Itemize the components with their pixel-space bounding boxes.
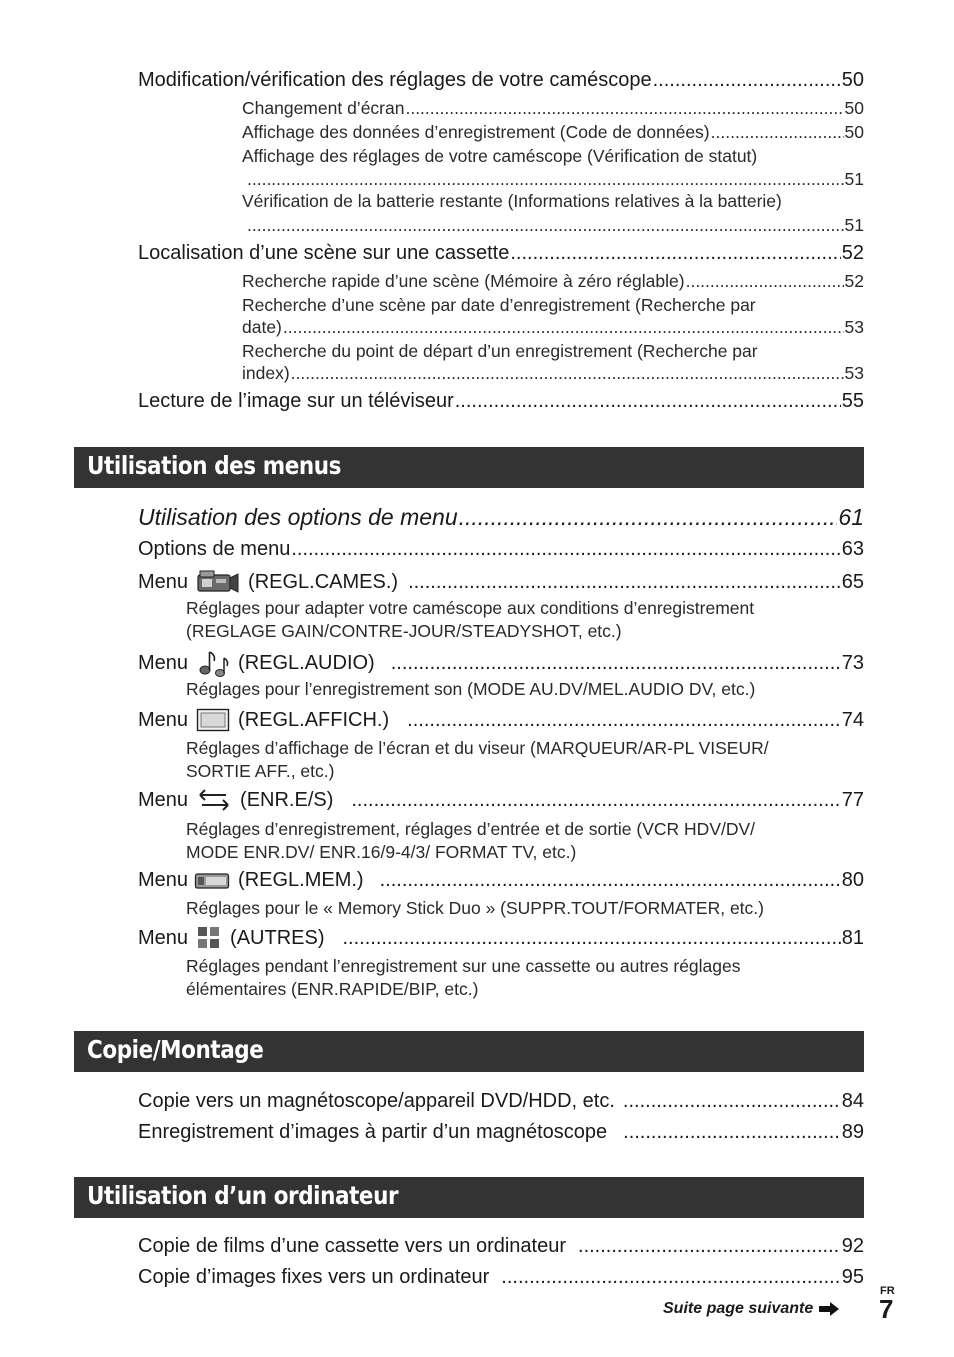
section-title: Utilisation d’un ordinateur	[87, 1181, 399, 1210]
menu-description	[186, 897, 764, 920]
toc-entry[interactable]	[138, 390, 864, 413]
section-header-computer	[74, 1177, 864, 1218]
toc-menu-entry-memory[interactable]	[138, 869, 864, 892]
toc-entry-title: Lecture de l’image sur un téléviseur	[138, 390, 454, 412]
toc-entry-title: Modification/vérification des réglages de votre caméscope	[138, 69, 652, 91]
dot-leader	[247, 215, 844, 236]
toc-page-number: 52	[841, 242, 864, 264]
dot-leader	[408, 571, 841, 594]
toc-subentry-continuation[interactable]	[242, 363, 864, 384]
dot-leader	[653, 69, 841, 92]
toc-subentry-title: Changement d’écran	[242, 98, 405, 118]
dot-leader	[391, 652, 841, 675]
toc-subentry-title: Recherche rapide d’une scène (Mémoire à zéro réglable)	[242, 271, 685, 291]
dot-leader	[247, 169, 844, 190]
menu-description-line: Réglages d’affichage de l’écran et du viseur (MARQUEUR/AR-PL VISEUR/	[186, 738, 769, 758]
toc-entry[interactable]	[138, 1266, 864, 1289]
menu-name: (ENR.E/S)	[240, 788, 334, 811]
menu-label: Menu	[138, 926, 189, 949]
toc-entry[interactable]	[138, 1121, 864, 1144]
toc-entry-title: Options de menu	[138, 538, 291, 560]
toc-page-number: 63	[841, 538, 864, 560]
toc-page-number: 61	[838, 504, 864, 530]
toc-entry-title: Enregistrement d’images à partir d’un magnétoscope	[138, 1121, 608, 1143]
toc-subentry-title[interactable]: Recherche d’une scène par date d’enregistrement (Recherche par	[242, 295, 756, 315]
menu-description	[186, 678, 755, 701]
menu-description-line: Réglages pour l’enregistrement son (MODE AU.DV/MEL.AUDIO DV, etc.)	[186, 679, 756, 699]
dot-leader	[291, 363, 844, 384]
dot-leader	[407, 709, 841, 732]
dot-leader	[380, 869, 841, 892]
dot-leader	[351, 789, 840, 812]
toc-page-number: 89	[841, 1121, 864, 1143]
toc-page-number: 81	[841, 926, 864, 949]
toc-entry-title: Copie vers un magnétoscope/appareil DVD/HDD, etc.	[138, 1090, 615, 1112]
toc-menu-entry-camera[interactable]	[138, 569, 864, 595]
music-notes-icon	[196, 648, 230, 678]
dot-leader	[623, 1121, 841, 1144]
menu-description-line: Réglages pendant l’enregistrement sur une cassette ou autres réglages	[186, 956, 741, 976]
toc-page-number: 95	[841, 1266, 864, 1288]
toc-entry[interactable]	[138, 538, 864, 561]
display-icon	[196, 707, 230, 733]
section-header-copy	[74, 1031, 864, 1072]
menu-label: Menu	[138, 869, 189, 891]
toc-entry[interactable]	[138, 242, 864, 265]
toc-subentry-title[interactable]: Affichage des réglages de votre caméscope (Vérification de statut)	[242, 146, 758, 166]
toc-page-number: 73	[841, 651, 864, 674]
menu-description	[186, 737, 769, 783]
section-title: Copie/Montage	[87, 1035, 264, 1064]
toc-subentry[interactable]	[242, 98, 864, 119]
toc-entry-title: Copie de films d’une cassette vers un ordinateur	[138, 1235, 567, 1257]
toc-page-number: 77	[841, 788, 864, 811]
dot-leader	[623, 1090, 841, 1113]
memory-stick-icon	[194, 871, 230, 891]
dot-leader	[501, 1266, 840, 1289]
toc-subentry-continuation[interactable]	[242, 317, 864, 338]
toc-entry[interactable]	[138, 69, 864, 92]
toc-subentry-continuation[interactable]	[246, 169, 864, 190]
toc-page-number: 51	[844, 215, 864, 235]
menu-description	[186, 955, 741, 1001]
toc-page-number: 51	[844, 169, 864, 189]
dot-leader	[510, 242, 840, 265]
toc-page-number: 53	[844, 363, 864, 383]
menu-description-line: MODE ENR.DV/ ENR.16/9-4/3/ FORMAT TV, etc.)	[186, 842, 577, 862]
menu-name: (REGL.AUDIO)	[238, 651, 375, 674]
toc-subentry-continuation[interactable]	[246, 215, 864, 236]
toc-page-number: 52	[844, 271, 864, 291]
language-code: FR	[880, 1285, 895, 1297]
toc-page-number: 55	[841, 390, 864, 412]
dot-leader	[686, 271, 844, 292]
others-grid-icon	[196, 925, 222, 951]
right-arrow-icon	[818, 1301, 840, 1317]
toc-page-number: 92	[841, 1235, 864, 1257]
toc-menu-entry-audio[interactable]	[138, 648, 864, 678]
camera-icon	[196, 569, 240, 595]
menu-description-line: SORTIE AFF., etc.)	[186, 761, 335, 781]
menu-description	[186, 597, 754, 643]
menu-label: Menu	[138, 788, 189, 811]
dot-leader	[711, 122, 844, 143]
menu-description-line: Réglages pour adapter votre caméscope aux conditions d’enregistrement	[186, 598, 755, 618]
menu-description	[186, 818, 755, 864]
dot-leader	[459, 504, 838, 531]
input-output-arrows-icon	[196, 788, 232, 812]
menu-description-line: Réglages pour le « Memory Stick Duo » (SUPPR.TOUT/FORMATER, etc.)	[186, 898, 764, 918]
menu-name: (REGL.CAMES.)	[248, 570, 399, 593]
dot-leader	[405, 98, 843, 119]
toc-subentry-title: Affichage des données d’enregistrement (Code de données)	[242, 122, 710, 142]
toc-subentry-title[interactable]: Recherche du point de départ d’un enregistrement (Recherche par	[242, 341, 758, 361]
toc-page-number: 84	[841, 1090, 864, 1112]
section-header-menus	[74, 447, 864, 488]
menu-label: Menu	[138, 570, 189, 593]
toc-entry-title: Copie d’images fixes vers un ordinateur	[138, 1266, 490, 1288]
toc-menu-entry-others[interactable]	[138, 925, 864, 951]
continue-note	[663, 1300, 840, 1318]
toc-entry-intro[interactable]	[138, 504, 864, 531]
dot-leader	[283, 317, 844, 338]
page-number: 7	[879, 1294, 894, 1324]
section-title: Utilisation des menus	[87, 451, 341, 480]
continue-label: Suite page suivante	[663, 1300, 814, 1317]
menu-description-line: (REGLAGE GAIN/CONTRE-JOUR/STEADYSHOT, etc.)	[186, 621, 622, 641]
menu-label: Menu	[138, 651, 189, 674]
toc-subentry-title[interactable]: Vérification de la batterie restante (Informations relatives à la batterie)	[242, 191, 782, 211]
dot-leader	[578, 1235, 841, 1258]
toc-subentry-title: index)	[242, 363, 290, 383]
toc-page-number: 53	[844, 317, 864, 337]
dot-leader	[342, 927, 840, 950]
toc-menu-entry-io[interactable]	[138, 788, 864, 812]
toc-page-number: 50	[844, 122, 864, 142]
toc-subentry[interactable]	[242, 122, 864, 143]
menu-label: Menu	[138, 708, 189, 731]
toc-entry-title: Localisation d’une scène sur une cassette	[138, 242, 510, 264]
toc-page-number: 65	[841, 570, 864, 593]
menu-name: (AUTRES)	[230, 926, 325, 949]
menu-description-line: Réglages d’enregistrement, réglages d’entrée et de sortie (VCR HDV/DV/	[186, 819, 756, 839]
menu-name: (REGL.AFFICH.)	[238, 708, 390, 731]
toc-page-number: 50	[844, 98, 864, 118]
toc-page-number: 50	[841, 69, 864, 91]
menu-description-line: élémentaires (ENR.RAPIDE/BIP, etc.)	[186, 979, 479, 999]
menu-name: (REGL.MEM.)	[238, 869, 364, 891]
toc-entry[interactable]	[138, 1235, 864, 1258]
toc-page-number: 80	[841, 869, 864, 891]
toc-subentry[interactable]	[242, 271, 864, 292]
toc-entry-title: Utilisation des options de menu	[138, 504, 458, 530]
toc-menu-entry-display[interactable]	[138, 707, 864, 733]
toc-entry[interactable]	[138, 1090, 864, 1113]
dot-leader	[291, 538, 840, 561]
toc-subentry-title: date)	[242, 317, 282, 337]
dot-leader	[455, 390, 841, 413]
toc-page-number: 74	[841, 708, 864, 731]
